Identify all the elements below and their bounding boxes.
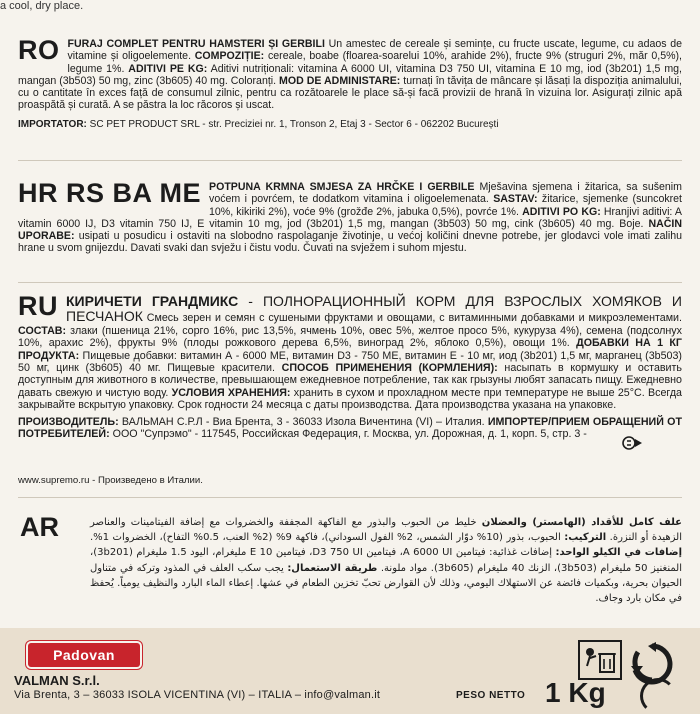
ar-title: علف كامل للأقداد (الهامستر) والعضلان bbox=[481, 517, 683, 528]
bin-disposal-icon bbox=[578, 640, 622, 680]
ro-usage-label: MOD DE ADMINISTARE: bbox=[279, 74, 401, 87]
ro-importer-text: SC PET PRODUCT SRL - str. Preciziei nr. 1, Tronson 2, Etaj 3 - Sector 6 - 062202 București bbox=[86, 118, 499, 130]
section-hr bbox=[18, 178, 683, 255]
ro-additives-label: ADITIVI PE KG: bbox=[128, 62, 208, 75]
ru-additives-text: Пищевые добавки: витамин А - 6000 МЕ, витамин D3 - 750 МЕ, витамин Е - 10 мг, иод (3b201) 1,5 мг, марганец (3b503) 50 мг, цинк (3b605) 40 мг. Пищевые красители. bbox=[18, 349, 682, 375]
language-code-hr: HR RS BA ME bbox=[18, 178, 202, 208]
ru-producer-text: ВАЛЬМАН С.Р.Л - Виа Брента, 3 - 36033 Изола Вичентина (VI) – Италия. bbox=[118, 415, 488, 428]
hr-title: POTPUNA KRMNA SMJESA ZA HRČKE I GERBILE bbox=[209, 181, 475, 193]
ru-title-rest: - ПОЛНОРАЦИОННЫЙ КОРМ ДЛЯ ВЗРОСЛЫХ ХОМЯКОВ И ПЕСЧАНОК bbox=[66, 293, 682, 325]
ru-title: КИРИЧЕТИ ГРАНДМИКС bbox=[66, 293, 239, 309]
company-address: Via Brenta, 3 – 36033 ISOLA VICENTINA (VI) – ITALIA – info@valman.it bbox=[14, 689, 381, 701]
ar-intro: خليط من الحبوب والبذور مع الفاكهة المجففة والخضروات مع إضافة الفيتامينات والعناصر الزهيدة أو النزرة. bbox=[90, 517, 682, 544]
ar-composition-text: الحبوب، بذور (10% دوّار الشمس، 2% الفول السوداني)، فاكهة 9% (2% العنب، 0.5% التفاح)، الخضروات 1%. bbox=[90, 532, 565, 544]
ru-intro: Смесь зерен и семян с сушеными фруктами и овощами, с витаминными добавками и микроэлементами. bbox=[142, 312, 682, 325]
ro-title: FURAJ COMPLET PENTRU HAMSTERI ȘI GERBILI bbox=[67, 38, 325, 50]
hr-composition-text: žitarice, sjemenke (suncokret 10%, kikiriki 2%), voće 9% (grožđe 2%, jabuka 0,5%), povrće 1%. bbox=[209, 193, 683, 218]
ru-additives-label: ДОБАВКИ НА 1 КГ ПРОДУКТА: bbox=[18, 337, 682, 362]
language-code-ar: AR bbox=[20, 512, 59, 542]
ru-importer-text: ООО "Супрэмо" - 117545, Российская Федерация, г. Москва, ул. Дорожная, д. 1, корп. 5, стр. 3 - bbox=[109, 428, 587, 441]
hr-additives-text: Hranjivi aditivi: A vitamin 6000 IJ, D3 vitamin 750 IJ, E vitamin 10 mg, jod (3b201) 1,5 mg, mangan (3b503) 50 mg, cink (3b605) 40 mg. Boje. bbox=[18, 205, 682, 230]
section-ro bbox=[18, 35, 683, 131]
eac-conformity-icon bbox=[622, 436, 644, 450]
section-ru bbox=[18, 291, 682, 441]
ru-usage-label: СПОСОБ ПРИМЕНЕНИЯ (КОРМЛЕНИЯ): bbox=[281, 362, 498, 375]
ro-intro: Un amestec de cereale și semințe, cu fructe uscate, legume, cu adaos de vitamine și oligoelemente. bbox=[67, 38, 683, 63]
language-code-ro: RO bbox=[18, 35, 60, 65]
ru-storage-label: УСЛОВИЯ ХРАНЕНИЯ: bbox=[171, 386, 291, 399]
ru-usage-text: насыпать в кормушку и оставить доступным для животного в количестве, превышающем ежедневное потребление, так как грызуны любят запасать пищу. Ежедневно давать свежую и чистую воду. bbox=[18, 362, 682, 399]
hr-additives-label: ADITIVI PO KG: bbox=[522, 205, 601, 218]
ru-url-line: www.supremo.ru - Произведено в Италии. bbox=[18, 475, 203, 486]
language-code-ru: RU bbox=[18, 291, 58, 321]
ro-composition-label: COMPOZIȚIE: bbox=[194, 50, 265, 63]
ro-composition-text: cereale, boabe (floarea-soarelui 10%, arahide 2%), fructe 9% (struguri 2%, măr 0,5%), legume 1%. bbox=[67, 50, 682, 75]
ru-importer-label: ИМПОРТЕР/ПРИЕМ ОБРАЩЕНИЙ ОТ ПОТРЕБИТЕЛЕЙ: bbox=[18, 415, 682, 441]
divider bbox=[18, 160, 682, 161]
cut-off-line: a cool, dry place. bbox=[0, 0, 84, 12]
ar-usage-label: طريقة الاستعمال: bbox=[287, 562, 378, 574]
padovan-logo: Padovan bbox=[28, 643, 140, 667]
ar-additives-text: إضافات غذائية: فيتامين A 6000 UI، فيتامين D3 750 UI، فيتامين E 10 مليغرام، اليود 1.5 مليغرام (3b201)، المنغنيز 50 مليغرام (3b503)، الزنك 40 مليغرام (3b605). مواد ملونة. bbox=[90, 547, 682, 574]
ro-additives-text: Aditivi nutriționali: vitamina A 6000 UI, vitamina D3 750 UI, vitamina E 10 mg, iod (3b201) 1,5 mg, mangan (3b503) 50 mg, zinc (3b605) 40 mg. Coloranți. bbox=[18, 62, 682, 87]
net-weight-label: PESO NETTO bbox=[456, 690, 526, 701]
net-weight-value: 1 Kg bbox=[545, 677, 606, 708]
hr-composition-label: SASTAV: bbox=[493, 193, 538, 206]
ru-producer-label: ПРОИЗВОДИТЕЛЬ: bbox=[18, 415, 119, 428]
ar-composition-label: التركيب: bbox=[564, 532, 607, 544]
hr-usage-text: usipati u posudicu i ostaviti na slobodno raspolaganje životinje, u većoj količini dnevne potrebe, jer glodavci vole imati zalihu hrane u svom gnijezdu. Davati svaki dan svježu i čistu vodu. Čuvati na svježem i suhom mjestu. bbox=[18, 230, 682, 255]
ro-importer-label: IMPORTATOR: bbox=[18, 118, 87, 130]
hr-intro: Mješavina sjemena i žitarica, sa sušenim voćem i povrćem, te dodatkom vitamina i oligoelemenata. bbox=[209, 181, 682, 206]
ro-importer-line bbox=[18, 119, 682, 131]
ru-composition-text: злаки (пшеница 21%, сорго 16%, рис 13,5%, ячмень 10%, овес 5%, желтое просо 5%, кукуруза 4%), семена (подсолнух 10%, арахис 2%), фрукты 9% (плоды рожкового дерева 6,5%, виноград 2%, яблоко 0,5%), овощи 1%. bbox=[18, 324, 682, 350]
company-name: VALMAN S.r.l. bbox=[14, 673, 100, 688]
ru-storage-text: хранить в сухом и прохладном месте при температуре не выше 25°C. Всегда закрывайте вскрытую упаковку. Срок годности 24 месяца с даты производства. Дата производства указана на упаковке. bbox=[18, 386, 682, 412]
recycle-arc-partial bbox=[640, 678, 676, 714]
ar-usage-text: يجب سكب العلف في المذود وتركه في متناول الحيوان بحرية، وبكميات فائضة عن الاستهلاك اليومي، وذلك لأن القوارض تحبّ تخزين الطعام في عشها. إعطاء الماء البارد والنظيف يومياً. يُحفظ في مكان بارد وجاف. bbox=[90, 562, 682, 605]
hr-usage-label: NAČIN UPORABE: bbox=[18, 217, 682, 243]
divider bbox=[18, 497, 682, 498]
ru-composition-label: СОСТАВ: bbox=[18, 324, 67, 337]
ro-usage-text: turnați în tăvița de mâncare și lăsați la dispoziția animalului, cu o cantitate în exces față de consumul zilnic, pentru ca rozătoarele le place să-și facă provizii de hrană în vizuina lor. Asigurați zilnic apă proaspătă și curată. A se păstra la loc răcoros și uscat. bbox=[18, 74, 682, 112]
ar-additives-label: إضافات في الكيلو الواحد: bbox=[555, 547, 683, 559]
ru-producer-block bbox=[18, 416, 682, 441]
section-ar bbox=[90, 515, 682, 606]
divider bbox=[18, 282, 682, 283]
